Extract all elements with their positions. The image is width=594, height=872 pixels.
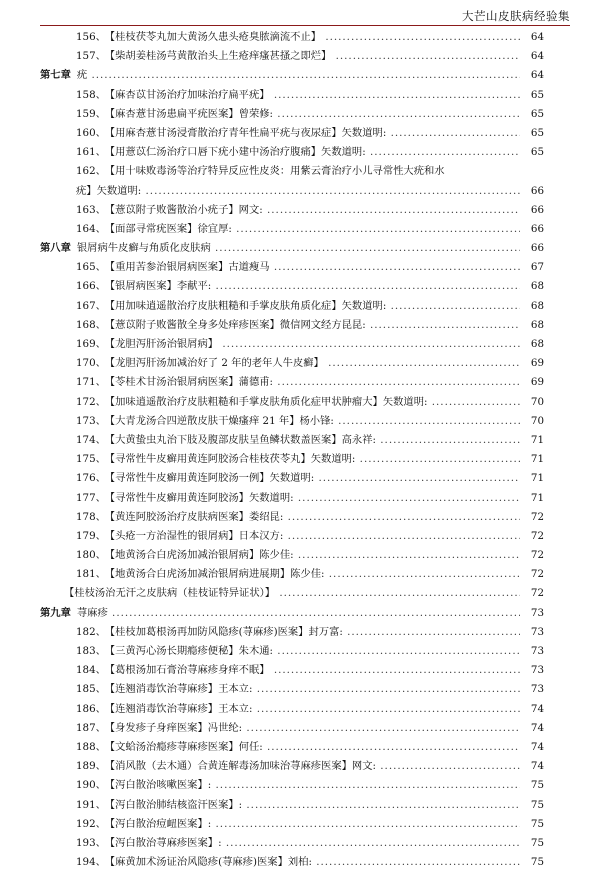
entry-number: 169、 — [76, 338, 106, 350]
toc-chapter[interactable] — [0, 66, 594, 85]
page-number: 64 — [520, 47, 544, 66]
toc-entry[interactable] — [0, 815, 594, 834]
page-number: 74 — [520, 738, 544, 757]
page-number: 70 — [520, 412, 544, 431]
entry-title: 【龙胆泻肝汤加减治好了 2 年的老年人牛皮癣】 — [109, 357, 324, 370]
page-number: 71 — [520, 489, 544, 508]
entry-title: 【加味逍遥散治疗皮肤粗糙和手掌皮肤角质化症甲状肿瘤大】矢数道明: — [109, 395, 428, 408]
page-number: 74 — [520, 700, 544, 719]
page-number: 66 — [520, 201, 544, 220]
page-number: 66 — [520, 239, 544, 258]
toc-entry[interactable] — [0, 642, 594, 661]
entry-number: 164、 — [76, 222, 106, 235]
toc-entry[interactable] — [0, 450, 594, 469]
entry-title: 【薏苡附子败酱散全身多处痒疹医案】微信网文经方昆昆: — [109, 318, 366, 331]
entry-title: 【连翘消毒饮治荨麻疹】王本立: — [109, 702, 253, 715]
toc-entry[interactable] — [0, 757, 594, 776]
toc-entry[interactable] — [0, 124, 594, 143]
toc-entry[interactable] — [0, 776, 594, 795]
toc-entry[interactable] — [0, 335, 594, 354]
table-of-contents — [0, 28, 594, 872]
page-number: 72 — [520, 584, 544, 603]
entry-title: 【三黄泻心汤长期瘾疹便秘】朱木通: — [109, 645, 274, 657]
page-number: 64 — [520, 66, 544, 85]
entry-title: 【麻黄加术汤证治风隐疹(荨麻疹)医案】刘柏: — [109, 856, 312, 869]
toc-entry[interactable] — [0, 834, 594, 853]
chapter-number: 第九章 — [40, 606, 71, 619]
entry-title: 【寻常性牛皮癣用黄连阿胶汤合桂枝茯苓丸】矢数道明: — [109, 453, 356, 466]
entry-number: 194、 — [76, 856, 106, 869]
entry-title: 【寻常性牛皮癣用黄连阿胶汤】矢数道明: — [109, 491, 294, 504]
entry-number: 189、 — [76, 760, 106, 773]
toc-entry[interactable] — [0, 143, 594, 162]
toc-entry[interactable] — [0, 431, 594, 450]
toc-entry[interactable] — [0, 623, 594, 642]
toc-entry[interactable] — [0, 105, 594, 124]
entry-title: 【泻白散治痘衄医案】: — [109, 817, 212, 830]
entry-number: 184、 — [76, 664, 106, 677]
entry-number: 182、 — [76, 625, 106, 638]
entry-number: 156、 — [76, 31, 106, 43]
toc-entry[interactable] — [0, 47, 594, 66]
toc-chapter[interactable] — [0, 604, 594, 623]
entry-title: 【头疮一方治湿性的银屑病】日本汉方: — [109, 529, 284, 542]
entry-number: 158、 — [76, 88, 106, 101]
page-number: 72 — [520, 565, 544, 584]
entry-number: 188、 — [76, 740, 106, 753]
toc-entry[interactable] — [0, 162, 594, 181]
entry-title: 【用加味逍遥散治疗皮肤粗糙和手掌皮肤角质化症】矢数道明: — [109, 299, 387, 312]
page-number: 75 — [520, 796, 544, 815]
entry-number: 181、 — [76, 568, 106, 581]
page-number: 68 — [520, 316, 544, 335]
entry-title: 疣 — [76, 69, 88, 82]
page-number: 73 — [520, 642, 544, 661]
entry-number: 183、 — [76, 645, 106, 657]
entry-number: 165、 — [76, 261, 106, 274]
page-number: 65 — [520, 86, 544, 105]
entry-number: 179、 — [76, 529, 106, 542]
toc-entry[interactable] — [0, 738, 594, 757]
page-number: 71 — [520, 450, 544, 469]
toc-entry[interactable] — [0, 277, 594, 296]
entry-number: 162、 — [76, 165, 106, 178]
entry-title: 【用薏苡仁汤治疗口唇下疣小建中汤治疗腹痛】矢数道明: — [109, 146, 366, 159]
entry-title: 【泻白散治咳嗽医案】: — [109, 779, 212, 792]
entry-title: 【用麻杏薏甘汤浸膏散治疗青年性扁平疣与夜尿症】矢数道明: — [109, 126, 387, 139]
page-number: 74 — [520, 757, 544, 776]
entry-title: 【用十味败毒汤等治疗特异反应性皮炎：用紫云膏治疗小儿寻常性大疣和水 — [109, 165, 445, 178]
toc-entry[interactable] — [0, 469, 594, 488]
page-number: 69 — [520, 354, 544, 373]
entry-title: 【柴胡姜桂汤芎黄散治头上生疮痒瘙甚搔之即烂】 — [109, 50, 332, 63]
entry-number: 174、 — [76, 433, 106, 446]
entry-number: 187、 — [76, 721, 106, 734]
entry-number: 172、 — [76, 395, 106, 408]
entry-number: 190、 — [76, 779, 106, 792]
page-number: 75 — [520, 776, 544, 795]
entry-title: 【文蛤汤治瘾疹荨麻疹医案】何任: — [109, 740, 263, 753]
toc-chapter[interactable] — [0, 239, 594, 258]
entry-number: 193、 — [76, 836, 106, 849]
entry-number: 168、 — [76, 318, 106, 331]
toc-entry[interactable] — [0, 489, 594, 508]
toc-entry[interactable] — [0, 584, 594, 603]
toc-entry[interactable] — [0, 796, 594, 815]
page-number: 68 — [520, 277, 544, 296]
toc-entry[interactable] — [0, 182, 594, 201]
entry-title: 【消风散（去木通）合黄连解毒汤加味治荨麻疹医案】网文: — [109, 760, 376, 773]
entry-number: 192、 — [76, 817, 106, 830]
toc-entry[interactable] — [0, 220, 594, 239]
entry-title: 【麻杏苡甘汤治疗加味治疗扁平疣】 — [109, 88, 270, 101]
entry-title: 【麻杏薏甘汤患扁平疣医案】曾荣修: — [109, 107, 274, 120]
toc-entry[interactable] — [0, 86, 594, 105]
page-number: 66 — [520, 182, 544, 201]
toc-entry[interactable] — [0, 853, 594, 872]
toc-entry[interactable] — [0, 354, 594, 373]
entry-title: 疣】矢数道明: — [76, 184, 142, 197]
entry-title: 【重用苦参治银屑病医案】古道瘦马 — [109, 261, 270, 274]
page-number: 73 — [520, 661, 544, 680]
entry-title: 【桂枝加葛根汤再加防风隐疹(荨麻疹)医案】封万富: — [109, 625, 343, 638]
entry-number: 157、 — [76, 50, 106, 63]
page-number: 68 — [520, 335, 544, 354]
page-number: 72 — [520, 527, 544, 546]
toc-entry[interactable] — [0, 700, 594, 719]
entry-title: 【桂枝茯苓丸加大黄汤久患头疮臭脓滴流不止】 — [109, 31, 322, 43]
page-number: 65 — [520, 143, 544, 162]
toc-entry[interactable] — [0, 201, 594, 220]
page-number: 73 — [520, 680, 544, 699]
entry-number: 175、 — [76, 453, 106, 466]
entry-title: 【身发疹子身痒医案】冯世纶: — [109, 721, 243, 734]
page-number: 75 — [520, 834, 544, 853]
entry-title: 【面部寻常疣医案】徐宜厚: — [109, 222, 232, 235]
page-number: 65 — [520, 105, 544, 124]
toc-entry[interactable] — [0, 508, 594, 527]
entry-number: 160、 — [76, 126, 106, 139]
entry-number: 166、 — [76, 280, 106, 293]
page-header — [0, 0, 594, 26]
toc-entry[interactable] — [0, 661, 594, 680]
page-number: 67 — [520, 258, 544, 277]
entry-title: 【大青龙汤合四逆散皮肤干燥瘙痒 21 年】杨小锋: — [109, 414, 334, 427]
page-number: 75 — [520, 853, 544, 872]
page-number: 75 — [520, 815, 544, 834]
page-number: 70 — [520, 393, 544, 412]
header-divider — [40, 25, 570, 26]
chapter-number: 第七章 — [40, 69, 71, 82]
page-number: 66 — [520, 220, 544, 239]
page-number: 64 — [520, 28, 544, 47]
toc-entry[interactable] — [0, 680, 594, 699]
page-number: 65 — [520, 124, 544, 143]
entry-title: 【大黄蛰虫丸治下肢及腹部皮肤呈鱼鳞状数盖医案】高永祥: — [109, 433, 376, 446]
entry-number: 180、 — [76, 549, 106, 562]
entry-title: 【地黄汤合白虎汤加减治银屑病进展期】陈少佳: — [109, 568, 325, 581]
toc-entry[interactable] — [0, 297, 594, 316]
chapter-number: 第八章 — [40, 242, 71, 255]
toc-entry[interactable] — [0, 393, 594, 412]
entry-title: 【泻白散治肺结核盗汗医案】: — [109, 798, 243, 811]
entry-number: 171、 — [76, 376, 106, 389]
toc-entry[interactable] — [0, 527, 594, 546]
page-number: 72 — [520, 546, 544, 565]
entry-title: 【葛根汤加石膏治荨麻疹身痒不眠】 — [109, 664, 270, 677]
entry-title: 【连翘消毒饮治荨麻疹】王本立: — [109, 683, 253, 696]
entry-title: 银屑病牛皮癣与角质化皮肤病 — [76, 242, 211, 255]
toc-entry[interactable] — [0, 316, 594, 335]
entry-title: 荨麻疹 — [76, 606, 108, 619]
entry-title: 【薏苡附子败酱散治小疣子】网文: — [109, 203, 263, 216]
entry-title: 【寻常性牛皮癣用黄连阿胶汤一例】矢数道明: — [109, 472, 315, 485]
entry-number: 178、 — [76, 510, 106, 523]
page-number: 74 — [520, 719, 544, 738]
entry-number: 191、 — [76, 798, 106, 811]
toc-entry[interactable] — [0, 719, 594, 738]
entry-title: 【泻白散治荨麻疹医案】: — [109, 836, 222, 849]
page-number: 71 — [520, 469, 544, 488]
entry-title: 【银屑病医案】李献平: — [109, 280, 212, 293]
page-number: 73 — [520, 604, 544, 623]
entry-number: 163、 — [76, 203, 106, 216]
entry-title: 【黄连阿胶汤治疗皮肤病医案】娄绍昆: — [109, 510, 284, 523]
toc-entry[interactable] — [0, 373, 594, 392]
book-title: 大芒山皮肤病经验集 — [462, 9, 570, 23]
entry-number: 176、 — [76, 472, 106, 485]
entry-number: 185、 — [76, 683, 106, 696]
page-number: 72 — [520, 508, 544, 527]
entry-title: 【桂枝汤治无汗之皮肤病（桂枝证特异证状）】 — [64, 587, 276, 600]
toc-entry[interactable] — [0, 28, 594, 47]
entry-number: 173、 — [76, 414, 106, 427]
entry-number: 177、 — [76, 491, 106, 504]
entry-number: 161、 — [76, 146, 106, 159]
entry-number: 186、 — [76, 702, 106, 715]
toc-entry[interactable] — [0, 258, 594, 277]
page-number: 71 — [520, 431, 544, 450]
entry-number: 170、 — [76, 357, 106, 370]
page-number: 73 — [520, 623, 544, 642]
page-number: 68 — [520, 297, 544, 316]
entry-title: 【苓桂术甘汤治银屑病医案】蒲德甫: — [109, 376, 274, 389]
toc-entry[interactable] — [0, 412, 594, 431]
entry-title: 【龙胆泻肝汤治银屑病】 — [109, 338, 219, 350]
toc-entry[interactable] — [0, 546, 594, 565]
entry-title: 【地黄汤合白虎汤加减治银屑病】陈少佳: — [109, 549, 294, 562]
toc-entry[interactable] — [0, 565, 594, 584]
entry-number: 159、 — [76, 107, 106, 120]
page-number: 69 — [520, 373, 544, 392]
entry-number: 167、 — [76, 299, 106, 312]
